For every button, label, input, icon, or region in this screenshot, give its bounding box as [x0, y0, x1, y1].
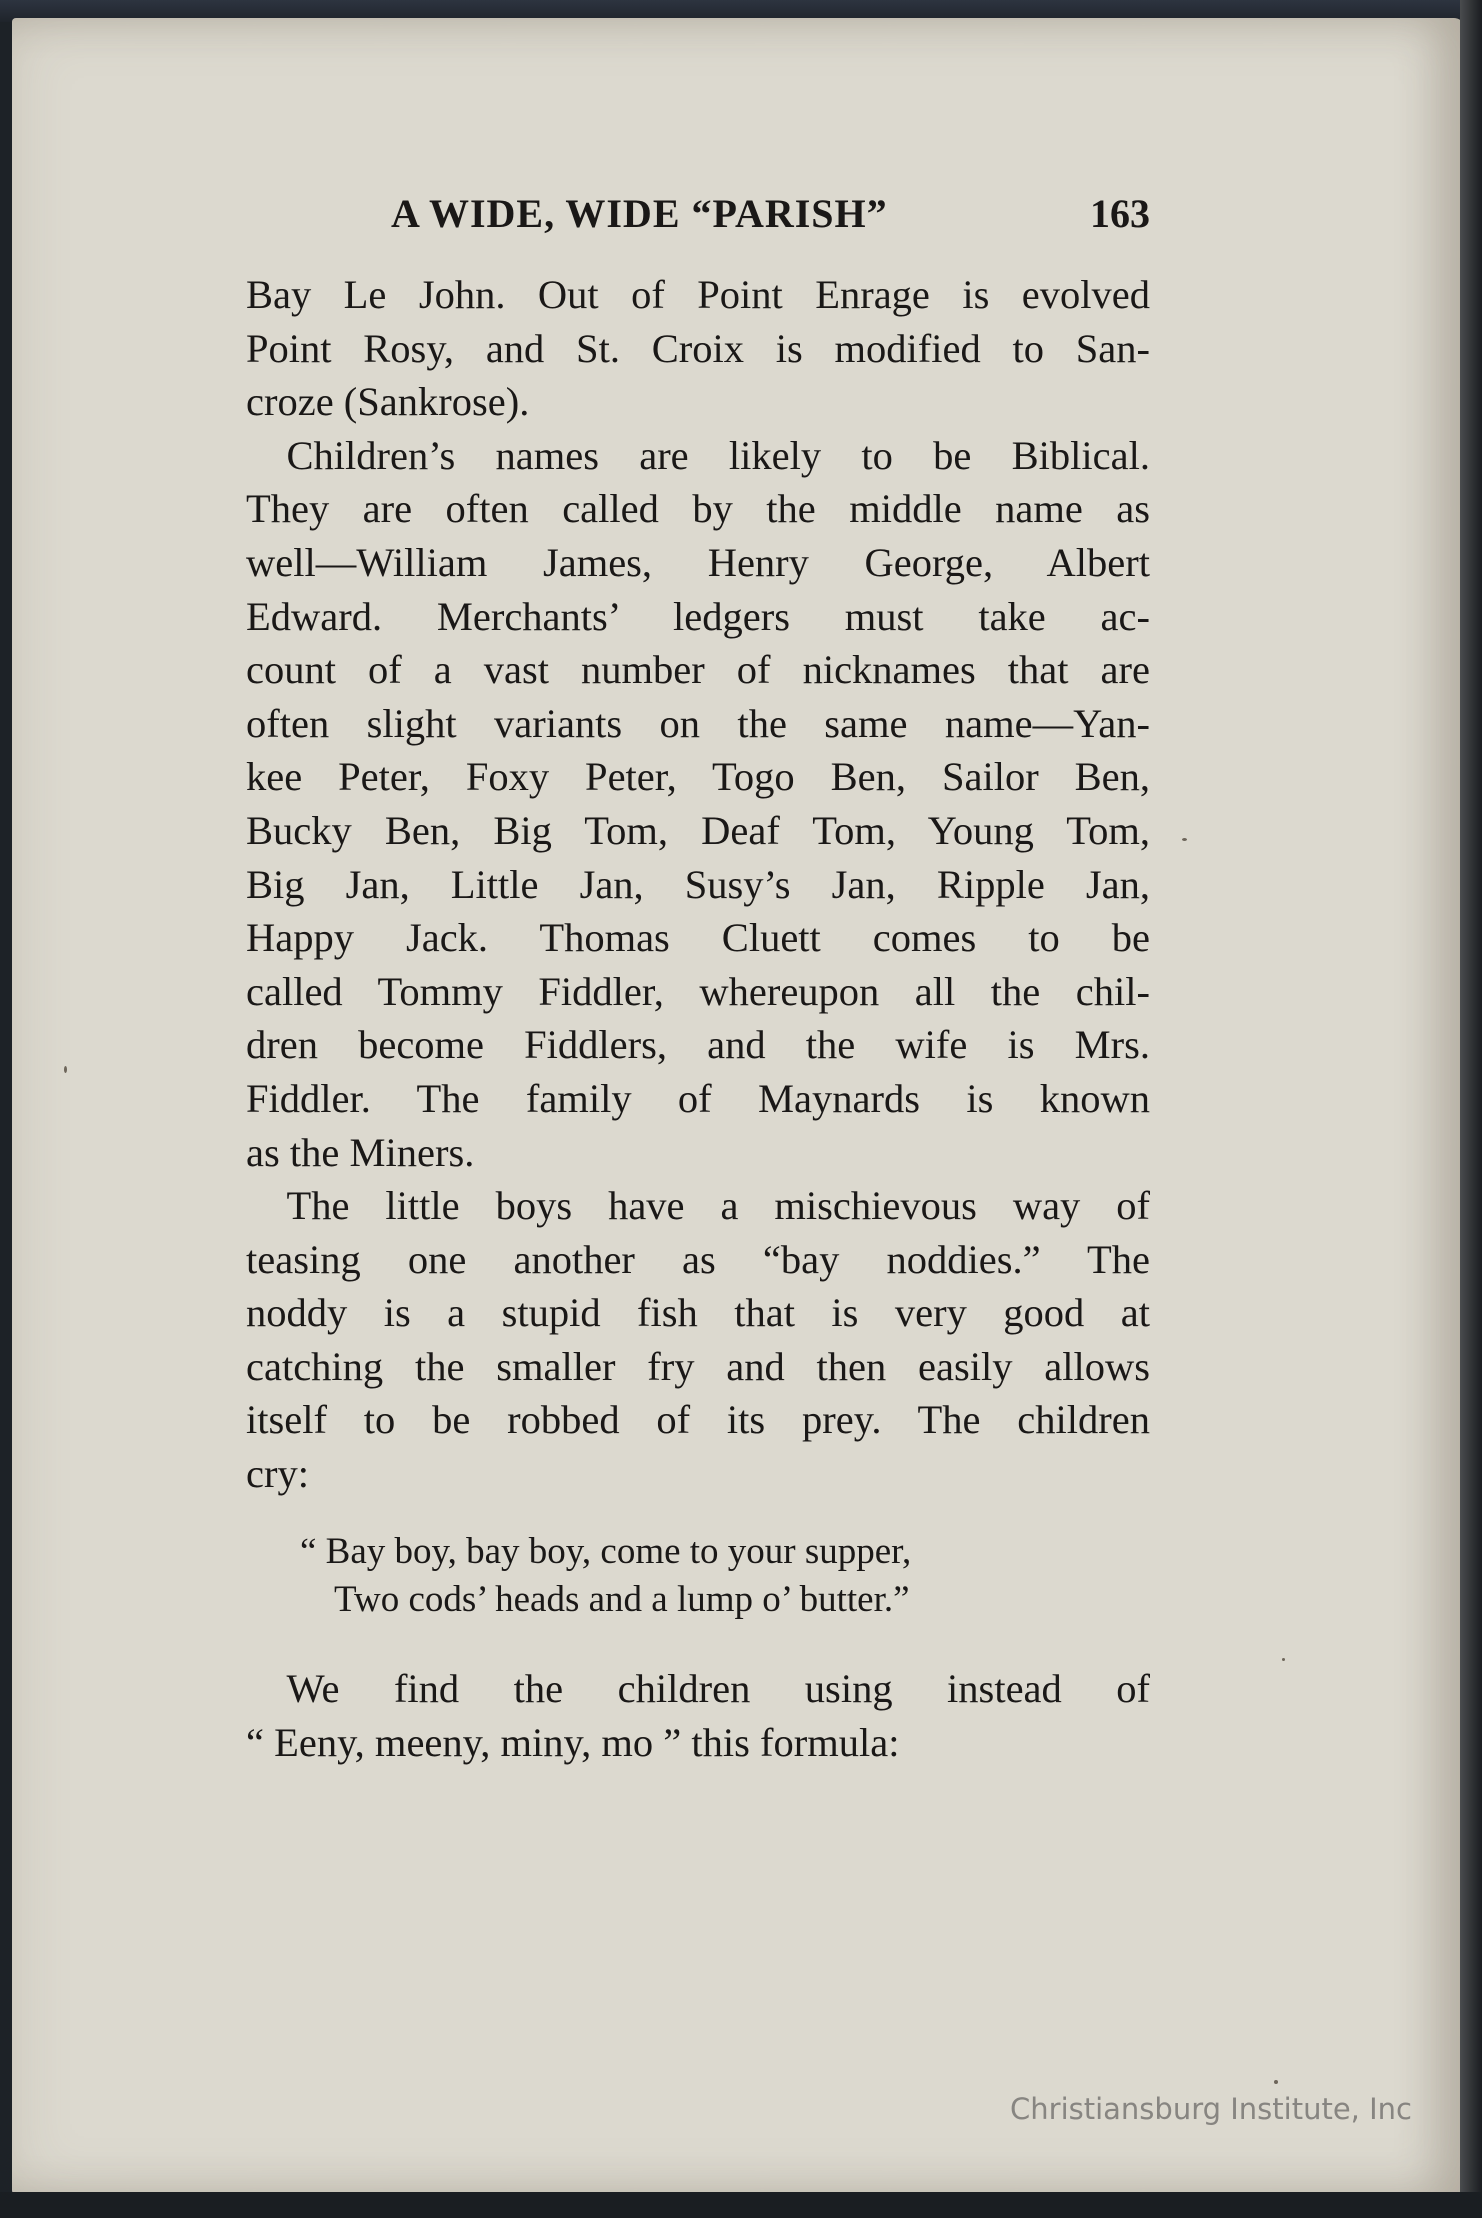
text-line: croze (Sankrose).	[246, 379, 530, 425]
text-line: We find the children using instead of	[246, 1666, 1150, 1711]
book-right-edge	[1460, 0, 1482, 2218]
text-line: dren become Fiddlers, and the wife is Mrs.	[246, 1022, 1150, 1068]
book-bottom-edge	[0, 2192, 1482, 2218]
text-line: itself to be robbed of its prey. The children	[246, 1397, 1150, 1443]
text-line: Big Jan, Little Jan, Susy’s Jan, Ripple Jan,	[246, 861, 1150, 907]
closing-paragraph	[246, 1662, 1150, 1769]
page-header	[246, 190, 1150, 240]
paper-speck	[1274, 2080, 1278, 2084]
paragraph	[246, 429, 1150, 1179]
text-line: “ Eeny, meeny, miny, mo ” this formula:	[246, 1719, 900, 1765]
text-line: cry:	[246, 1451, 309, 1497]
text-line: Bay Le John. Out of Point Enrage is evolved	[246, 272, 1150, 317]
text-line: The little boys have a mischievous way of	[246, 1183, 1150, 1229]
text-line: Children’s names are likely to be Biblical.	[246, 432, 1150, 478]
running-head: A WIDE, WIDE “PARISH”	[391, 191, 888, 236]
text-line: Happy Jack. Thomas Cluett comes to be	[246, 915, 1150, 961]
page-number: 163	[1090, 191, 1150, 236]
text-line: called Tommy Fiddler, whereupon all the chil-	[246, 968, 1150, 1014]
text-line: well—William James, Henry George, Albert	[246, 539, 1150, 585]
text-line: often slight variants on the same name—Yan-	[246, 700, 1150, 746]
text-line: as the Miners.	[246, 1129, 475, 1175]
paper-speck	[1182, 838, 1187, 841]
paragraph	[246, 1179, 1150, 1501]
verse-line: Two cods’ heads and a lump o’ butter.”	[334, 1579, 910, 1620]
watermark: Christiansburg Institute, Inc	[1010, 2092, 1412, 2126]
paper-speck	[1282, 1658, 1285, 1661]
text-line: Edward. Merchants’ ledgers must take ac-	[246, 593, 1150, 639]
paragraph	[246, 268, 1150, 429]
text-line: Fiddler. The family of Maynards is known	[246, 1075, 1150, 1121]
text-line: Point Rosy, and St. Croix is modified to San-	[246, 325, 1150, 371]
text-line: teasing one another as “bay noddies.” The	[246, 1236, 1150, 1282]
verse-line: “ Bay boy, bay boy, come to your supper,	[300, 1531, 912, 1572]
body-text	[246, 268, 1150, 1501]
text-line: Bucky Ben, Big Tom, Deaf Tom, Young Tom,	[246, 807, 1150, 853]
text-line: count of a vast number of nicknames that are	[246, 647, 1150, 693]
text-line: kee Peter, Foxy Peter, Togo Ben, Sailor Ben,	[246, 754, 1150, 800]
text-line: catching the smaller fry and then easily allows	[246, 1343, 1150, 1389]
text-line: noddy is a stupid fish that is very good at	[246, 1290, 1150, 1336]
verse	[300, 1528, 1100, 1624]
paper-speck	[64, 1066, 67, 1073]
text-line: They are often called by the middle name as	[246, 486, 1150, 532]
